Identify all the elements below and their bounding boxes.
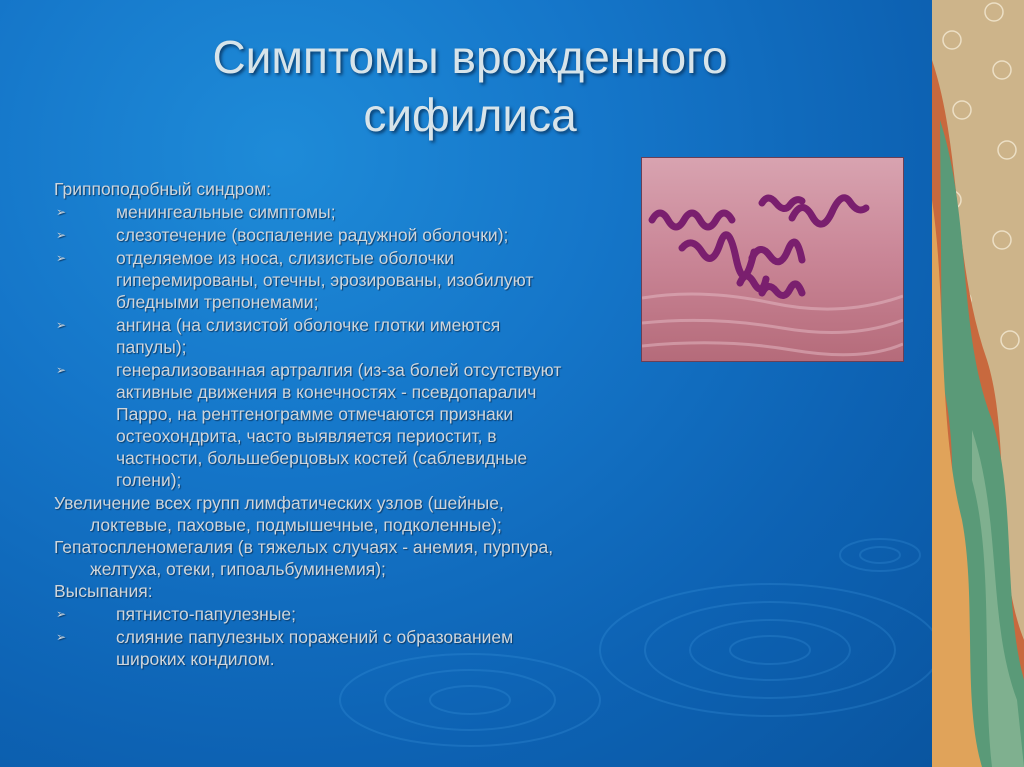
section-heading-rash: Высыпания: xyxy=(54,581,153,601)
list-item: ➢ менингеальные симптомы; xyxy=(56,202,336,222)
bullet-arrow-icon: ➢ xyxy=(56,318,67,332)
list-item: ➢ отделяемое из носа, слизистые оболочки гиперемированы, отечны, эрозированы, изобилуют бледными трепонемами; xyxy=(56,248,534,312)
slide-title xyxy=(80,28,860,144)
title-line-2: сифилиса xyxy=(363,89,577,141)
section-hepatosplenomegaly: Гепатоспленомегалия (в тяжелых случаях - анемия, пурпура, желтуха, отеки, гипоальбуминемия); xyxy=(54,537,554,579)
list-item: ➢ ангина (на слизистой оболочке глотки имеются папулы); xyxy=(56,315,501,357)
list-item: ➢ генерализованная артралгия (из-за болей отсутствуют активные движения в конечностях - псевдопаралич Парро, на рентгенограмме отмечаются признаки остеохондрита, часто выявляется периостит, в частности, большеберцовых костей (саблевидные голени); xyxy=(56,360,562,490)
bullet-arrow-icon: ➢ xyxy=(56,363,67,377)
title-line-1: Симптомы врожденного xyxy=(212,31,728,83)
symptom-list xyxy=(54,178,664,671)
spirochete-image xyxy=(641,157,904,362)
list-item: ➢ слезотечение (воспаление радужной оболочки); xyxy=(56,225,509,245)
section-heading-flu: Гриппоподобный синдром: xyxy=(54,179,272,199)
bullet-arrow-icon: ➢ xyxy=(56,228,67,242)
bullet-arrow-icon: ➢ xyxy=(56,607,67,621)
decorative-side-panel xyxy=(932,0,1024,767)
bullet-arrow-icon: ➢ xyxy=(56,205,67,219)
section-lymph: Увеличение всех групп лимфатических узлов (шейные, локтевые, паховые, подмышечные, подколенные); xyxy=(54,493,504,535)
list-item: ➢ пятнисто-папулезные; xyxy=(56,604,297,624)
bullet-arrow-icon: ➢ xyxy=(56,251,67,265)
bullet-arrow-icon: ➢ xyxy=(56,630,67,644)
list-item: ➢ слияние папулезных поражений с образованием широких кондилом. xyxy=(56,627,514,669)
